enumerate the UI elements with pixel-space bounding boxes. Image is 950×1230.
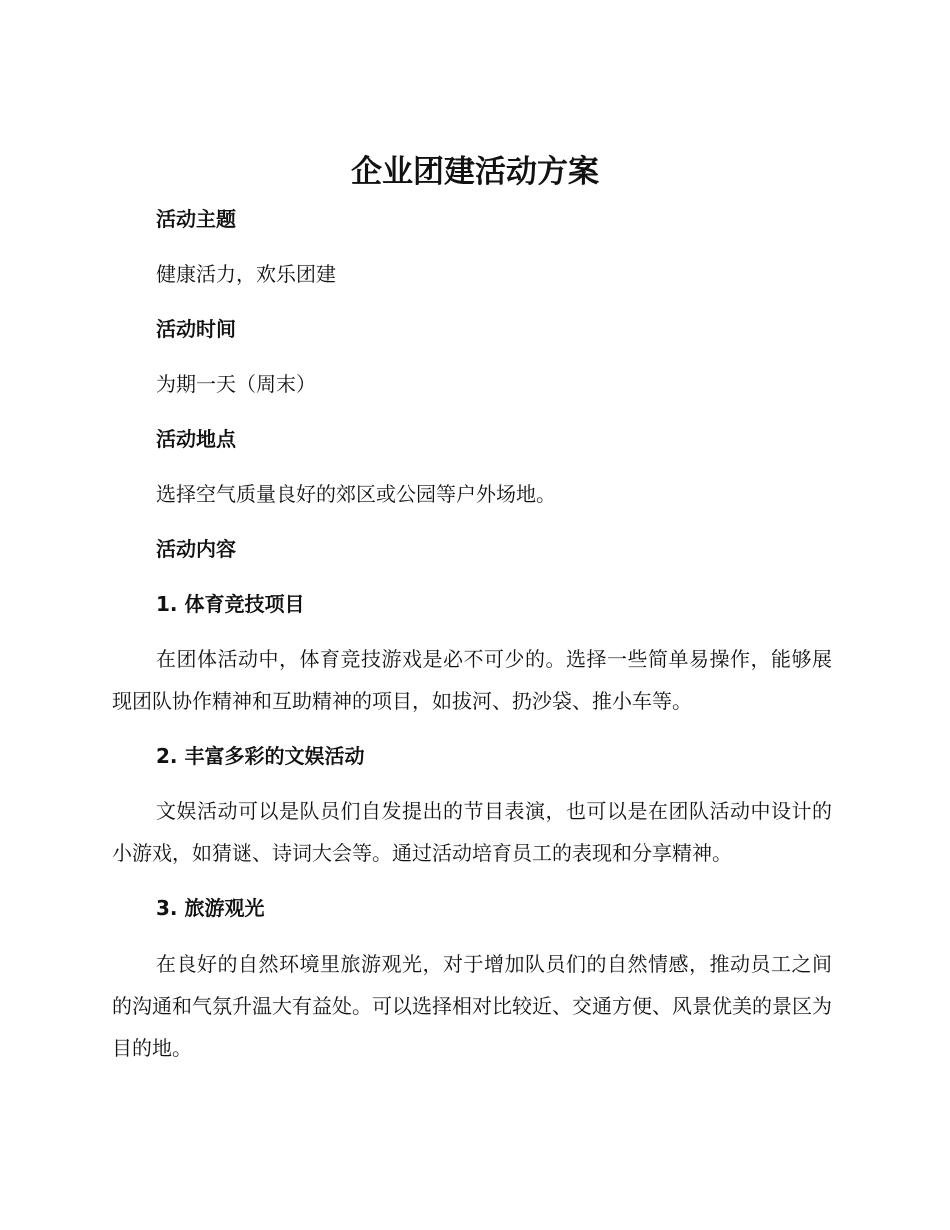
document-title: 企业团建活动方案 — [351, 154, 599, 190]
section-2-heading: 2. 丰富多彩的文娱活动 — [156, 744, 365, 768]
theme-heading: 活动主题 — [156, 207, 236, 231]
location-text: 选择空气质量良好的郊区或公园等户外场地。 — [156, 482, 556, 506]
content-heading: 活动内容 — [156, 537, 236, 561]
section-2-text: 文娱活动可以是队员们自发提出的节目表演，也可以是在团队活动中设计的小游戏，如猜谜、诗词大会等。通过活动培育员工的表现和分享精神。 — [112, 799, 832, 865]
theme-text: 健康活力，欢乐团建 — [156, 262, 336, 286]
section-3-heading: 3. 旅游观光 — [156, 896, 265, 920]
section-1-text: 在团体活动中，体育竞技游戏是必不可少的。选择一些简单易操作，能够展现团队协作精神和互助精神的项目，如拔河、扔沙袋、推小车等。 — [112, 647, 832, 713]
section-1-heading: 1. 体育竞技项目 — [156, 592, 305, 616]
section-3-text: 在良好的自然环境里旅游观光，对于增加队员们的自然情感，推动员工之间的沟通和气氛升温大有益处。可以选择相对比较近、交通方便、风景优美的景区为目的地。 — [112, 952, 832, 1060]
location-heading: 活动地点 — [156, 427, 236, 451]
time-text: 为期一天（周末） — [156, 372, 316, 396]
time-heading: 活动时间 — [156, 317, 236, 341]
